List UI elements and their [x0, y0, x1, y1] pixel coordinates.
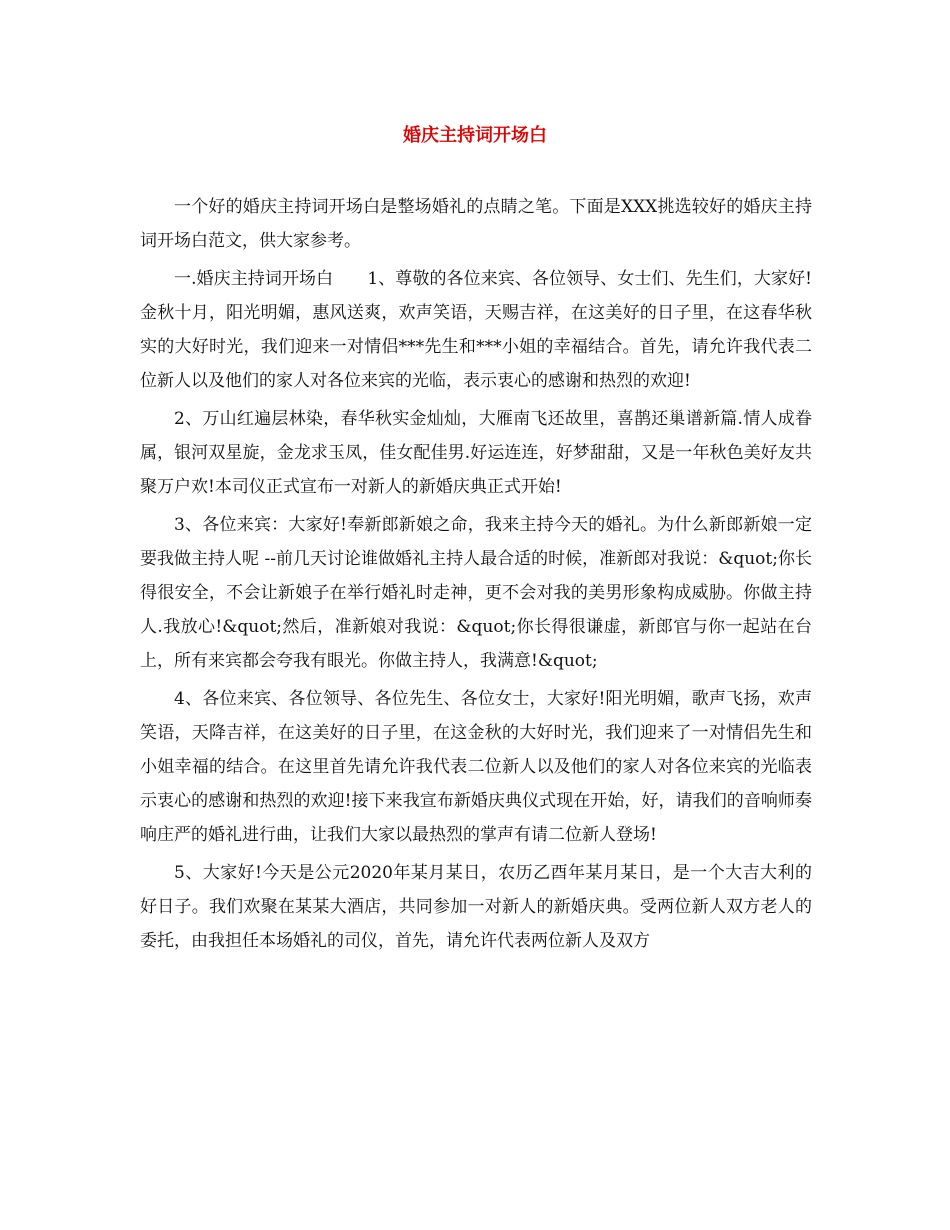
paragraph-5: 5、大家好!今天是公元2020年某月某日，农历乙酉年某月某日，是一个大吉大利的好日子。我们欢聚在某某大酒店，共同参加一对新人的新婚庆典。受两位新人双方老人的委托，由我担任本场婚礼的司仪，首先，请允许代表两位新人及双方	[140, 863, 812, 951]
paragraph-3: 3、各位来宾：大家好!奉新郎新娘之命，我来主持今天的婚礼。为什么新郎新娘一定要我做主持人呢 --前几天讨论谁做婚礼主持人最合适的时候，准新郎对我说：&quot;你长得很安全，不会让新娘子在举行婚礼时走神，更不会对我的美男形象构成威胁。你做主持人.我放心!&quot;然后，准新娘对我说：&quot;你长得很谦虚，新郎官与你一起站在台上，所有来宾都会夸我有眼光。你做主持人，我满意!&quot;	[140, 515, 812, 671]
paragraph-4: 4、各位来宾、各位领导、各位先生、各位女士，大家好!阳光明媚，歌声飞扬，欢声笑语，天降吉祥，在这美好的日子里，在这金秋的大好时光，我们迎来了一对情侣先生和小姐幸福的结合。在这里首先请允许我代表二位新人以及他们的家人对各位来宾的光临表示衷心的感谢和热烈的欢迎!接下来我宣布新婚庆典仪式现在开始，好，请我们的音响师奏响庄严的婚礼进行曲，让我们大家以最热烈的掌声有请二位新人登场!	[140, 689, 812, 845]
intro-paragraph: 一个好的婚庆主持词开场白是整场婚礼的点睛之笔。下面是XXX挑选较好的婚庆主持词开场白范文，供大家参考。	[140, 197, 812, 251]
paragraph-1: 一.婚庆主持词开场白 1、尊敬的各位来宾、各位领导、女士们、先生们，大家好!金秋十月，阳光明媚，惠风送爽，欢声笑语，天赐吉祥，在这美好的日子里，在这春华秋实的大好时光，我们迎来一对情侣***先生和***小姐的幸福结合。首先，请允许我代表二位新人以及他们的家人对各位来宾的光临，表示衷心的感谢和热烈的欢迎!	[140, 269, 812, 391]
paragraph-2: 2、万山红遍层林染，春华秋实金灿灿，大雁南飞还故里，喜鹊还巢谱新篇.情人成眷属，银河双星旋，金龙求玉凤，佳女配佳男.好运连连，好梦甜甜，又是一年秋色美好友共聚万户欢!本司仪正式宣布一对新人的新婚庆典正式开始!	[140, 409, 812, 497]
document-title: 婚庆主持词开场白	[403, 125, 547, 146]
document-body	[140, 190, 812, 962]
